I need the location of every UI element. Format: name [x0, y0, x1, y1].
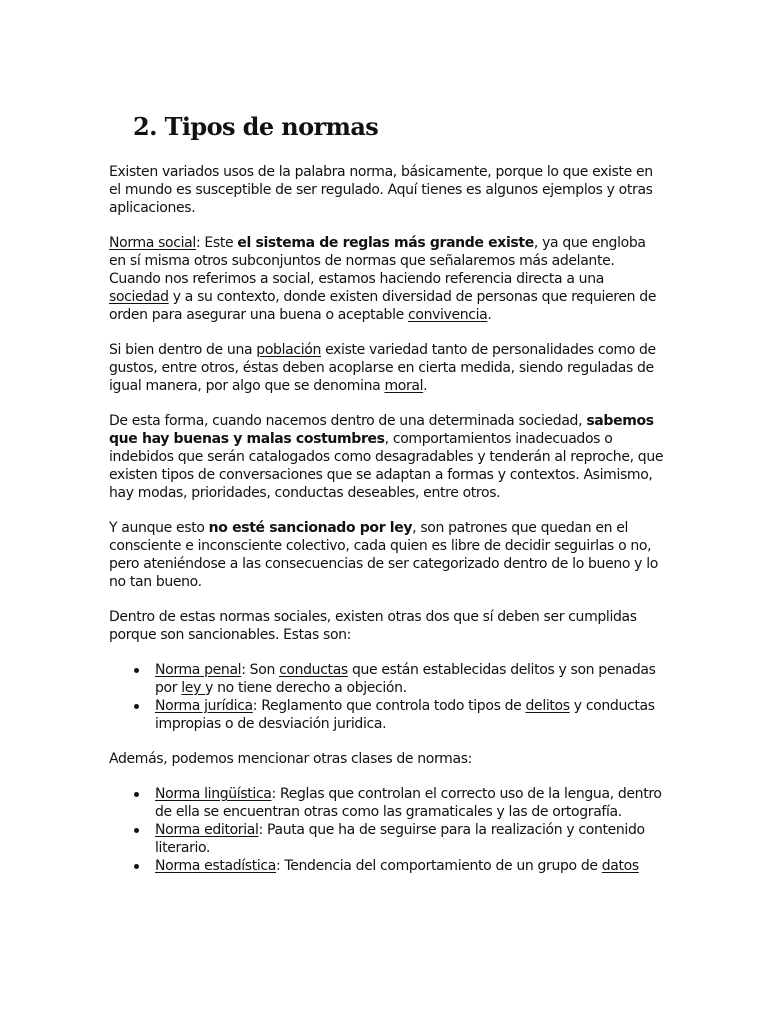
link-norma-estadistica[interactable]: Norma estadística — [155, 858, 276, 874]
link-poblacion[interactable]: población — [256, 342, 321, 358]
link-norma-linguistica[interactable]: Norma lingüística — [155, 786, 272, 802]
section-title: 2. Tipos de normas — [133, 112, 379, 141]
list-item: Norma jurídica: Reglamento que controla todo tipos de delitos y conductas impropias o de desviación juridica. — [155, 697, 665, 733]
bold-text: el sistema de reglas más grande existe — [237, 235, 534, 251]
list-item: Norma estadística: Tendencia del comportamiento de un grupo de datos — [155, 857, 665, 875]
paragraph-otras-clases: Además, podemos mencionar otras clases de normas: — [109, 751, 473, 767]
paragraph-norma-social: Norma social: Este el sistema de reglas más grande existe, ya que engloba en sí misma otros subconjuntos de normas que señalaremos más adelante. Cuando nos referimos a social, estamos haciendo referencia directa a una sociedad y a su contexto, donde existen diversidad de personas que requieren de orden para asegurar una buena o aceptable convivencia. — [109, 235, 657, 323]
link-convivencia[interactable]: convivencia — [408, 307, 488, 323]
link-datos[interactable]: datos — [601, 858, 639, 874]
list-otras-normas — [109, 785, 665, 875]
bold-text: sabemos que hay buenas y malas costumbres — [109, 413, 654, 447]
link-norma-editorial[interactable]: Norma editorial — [155, 822, 259, 838]
list-normas-sancionables — [109, 661, 665, 733]
document-body — [109, 163, 665, 892]
link-delitos[interactable]: delitos — [525, 698, 570, 714]
list-item: Norma lingüística: Reglas que controlan el correcto uso de la lengua, dentro de ella se encuentran otras como las gramaticales y las de ortografía. — [155, 785, 665, 821]
link-sociedad[interactable]: sociedad — [109, 289, 169, 305]
link-norma-juridica[interactable]: Norma jurídica — [155, 698, 253, 714]
paragraph-poblacion: Si bien dentro de una población existe variedad tanto de personalidades como de gustos, entre otros, éstas deben acoplarse en cierta medida, siendo reguladas de igual manera, por algo que se denomina moral. — [109, 342, 656, 394]
link-moral[interactable]: moral — [384, 378, 424, 394]
paragraph-intro: Existen variados usos de la palabra norma, básicamente, porque lo que existe en el mundo es susceptible de ser regulado. Aquí tienes es algunos ejemplos y otras aplicaciones. — [109, 164, 653, 216]
paragraph-costumbres: De esta forma, cuando nacemos dentro de una determinada sociedad, sabemos que hay buenas y malas costumbres, comportamientos inadecuados o indebidos que serán catalogados como desagradables y tenderán al reproche, que existen tipos de conversaciones que se adaptan a formas y contextos. Asimismo, hay modas, prioridades, conductas deseables, entre otros. — [109, 413, 664, 501]
link-conductas[interactable]: conductas — [279, 662, 348, 678]
link-norma-penal[interactable]: Norma penal — [155, 662, 242, 678]
paragraph-ley: Y aunque esto no esté sancionado por ley, son patrones que quedan en el consciente e inconsciente colectivo, cada quien es libre de decidir seguirlas o no, pero ateniéndose a las consecuencias de ser categorizado dentro de lo bueno y lo no tan bueno. — [109, 520, 658, 590]
list-item: Norma editorial: Pauta que ha de seguirse para la realización y contenido literario. — [155, 821, 665, 857]
bold-text: no esté sancionado por ley — [208, 520, 413, 536]
list-item: Norma penal: Son conductas que están establecidas delitos y son penadas por ley y no tiene derecho a objeción. — [155, 661, 665, 697]
link-ley[interactable]: ley — [181, 680, 206, 696]
link-norma-social[interactable]: Norma social — [109, 235, 196, 251]
paragraph-sancionables: Dentro de estas normas sociales, existen otras dos que sí deben ser cumplidas porque son sancionables. Estas son: — [109, 609, 637, 643]
